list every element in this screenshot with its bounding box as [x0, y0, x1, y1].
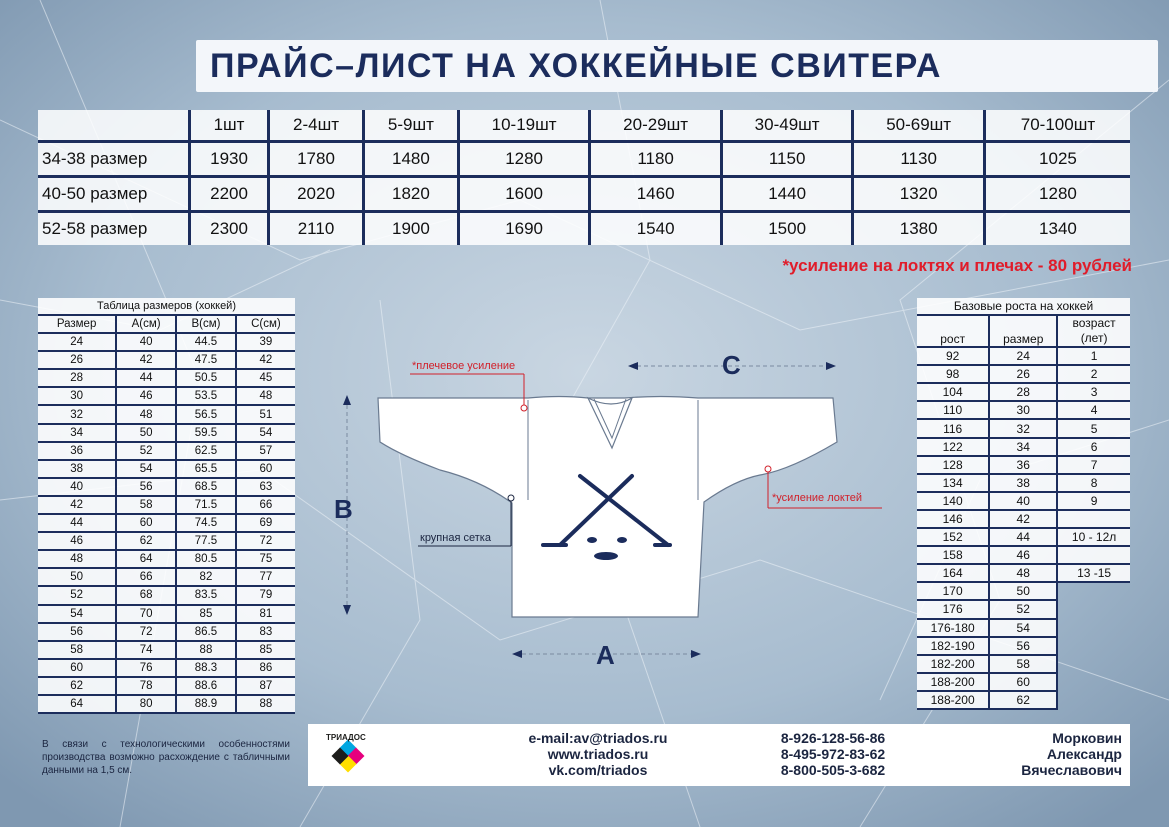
size-cell: 42: [236, 351, 295, 369]
growth-cell: 9: [1057, 492, 1130, 510]
size-cell: 51: [236, 405, 295, 423]
growth-cell: 13 -15: [1057, 564, 1130, 582]
size-cell: 44: [38, 514, 116, 532]
growth-cell: 48: [989, 564, 1057, 582]
growth-cell: 182-200: [917, 655, 989, 673]
size-cell: 80: [116, 695, 176, 713]
price-table: [38, 110, 1130, 245]
growth-cell: 32: [989, 419, 1057, 437]
size-cell: 83: [236, 623, 295, 641]
growth-cell: 30: [989, 401, 1057, 419]
size-cell: 39: [236, 333, 295, 351]
growth-cell: 140: [917, 492, 989, 510]
growth-header-age: [1057, 315, 1130, 347]
price-cell: 1440: [723, 178, 855, 213]
price-header-cell: 50-69шт: [854, 110, 986, 143]
price-header-cell: 20-29шт: [591, 110, 723, 143]
size-cell: 24: [38, 333, 116, 351]
size-cell: 59.5: [176, 424, 236, 442]
price-cell: 2200: [191, 178, 270, 213]
growth-cell: 44: [989, 528, 1057, 546]
size-cell: 60: [38, 659, 116, 677]
size-cell: 26: [38, 351, 116, 369]
size-cell: 56: [38, 623, 116, 641]
size-table-row: [38, 677, 295, 695]
growth-cell: 146: [917, 510, 989, 528]
size-cell: 32: [38, 405, 116, 423]
size-cell: 71.5: [176, 496, 236, 514]
growth-cell: 188-200: [917, 691, 989, 709]
size-cell: 36: [38, 442, 116, 460]
size-cell: 48: [38, 550, 116, 568]
growth-cell: 10 - 12л: [1057, 528, 1130, 546]
growth-table-row: [917, 383, 1130, 401]
growth-cell: 158: [917, 546, 989, 564]
size-table-row: [38, 496, 295, 514]
price-header-cell: 2-4шт: [270, 110, 365, 143]
size-cell: 88.3: [176, 659, 236, 677]
svg-text:ТРИАДОС: ТРИАДОС: [326, 733, 366, 742]
growth-cell: 58: [989, 655, 1057, 673]
price-cell: 2020: [270, 178, 365, 213]
price-cell: 1820: [365, 178, 460, 213]
growth-cell: [1057, 600, 1130, 618]
growth-cell: 8: [1057, 474, 1130, 492]
size-cell: 74: [116, 641, 176, 659]
growth-cell: 40: [989, 492, 1057, 510]
size-cell: 88: [176, 641, 236, 659]
growth-table-row: [917, 673, 1130, 691]
size-cell: 64: [116, 550, 176, 568]
growth-cell: [1057, 637, 1130, 655]
price-cell: 1280: [986, 178, 1130, 213]
growth-cell: 176-180: [917, 619, 989, 637]
size-cell: 58: [38, 641, 116, 659]
size-cell: 88.9: [176, 695, 236, 713]
growth-cell: 110: [917, 401, 989, 419]
growth-cell: 24: [989, 347, 1057, 365]
size-cell: 63: [236, 478, 295, 496]
growth-cell: 98: [917, 365, 989, 383]
size-table-row: [38, 333, 295, 351]
person-patronymic: Вячеславович: [1021, 762, 1122, 778]
price-cell: 1500: [723, 213, 855, 245]
growth-age-line1: возраст: [1072, 316, 1116, 331]
size-cell: 88: [236, 695, 295, 713]
growth-cell: 54: [989, 619, 1057, 637]
size-cell: 56: [116, 478, 176, 496]
email-link[interactable]: e-mail:av@triados.ru: [528, 730, 668, 746]
growth-cell: [1057, 546, 1130, 564]
phone-number[interactable]: 8-926-128-56-86: [780, 730, 886, 746]
size-cell: 69: [236, 514, 295, 532]
growth-cell: 5: [1057, 419, 1130, 437]
size-table-row: [38, 568, 295, 586]
price-row: [38, 143, 1130, 178]
price-row: [38, 178, 1130, 213]
growth-cell: 1: [1057, 347, 1130, 365]
price-cell: 1600: [460, 178, 592, 213]
dimension-c: C: [722, 350, 741, 380]
size-cell: 34: [38, 424, 116, 442]
size-cell: 40: [38, 478, 116, 496]
size-cell: 54: [116, 460, 176, 478]
growth-cell: 3: [1057, 383, 1130, 401]
price-cell: 2300: [191, 213, 270, 245]
growth-cell: 56: [989, 637, 1057, 655]
growth-table-row: [917, 564, 1130, 582]
price-header-cell: 30-49шт: [723, 110, 855, 143]
size-cell: 60: [116, 514, 176, 532]
growth-header-cell: рост: [917, 315, 989, 347]
phones-block: [748, 730, 918, 778]
growth-table-row: [917, 637, 1130, 655]
size-header-cell: Размер: [38, 315, 116, 333]
growth-table-row: [917, 347, 1130, 365]
price-cell: 1150: [723, 143, 855, 178]
size-cell: 75: [236, 550, 295, 568]
growth-cell: 60: [989, 673, 1057, 691]
price-cell: 1480: [365, 143, 460, 178]
price-cell: 1460: [591, 178, 723, 213]
size-header-cell: A(см): [116, 315, 176, 333]
size-cell: 64: [38, 695, 116, 713]
growth-table-caption: Базовые роста на хоккей: [917, 298, 1130, 315]
size-cell: 53.5: [176, 387, 236, 405]
size-table-caption: Таблица размеров (хоккей): [38, 298, 295, 315]
growth-cell: 28: [989, 383, 1057, 401]
growth-cell: 6: [1057, 438, 1130, 456]
mesh-label: крупная сетка: [420, 532, 491, 544]
reinforcement-note: *усиление на локтях и плечах - 80 рублей: [782, 256, 1132, 275]
size-cell: 45: [236, 369, 295, 387]
size-cell: 46: [116, 387, 176, 405]
growth-cell: 134: [917, 474, 989, 492]
size-table-row: [38, 478, 295, 496]
website-link[interactable]: www.triados.ru: [547, 746, 649, 762]
size-cell: 77: [236, 568, 295, 586]
size-cell: 52: [38, 586, 116, 604]
size-table: [38, 298, 295, 714]
size-cell: 72: [116, 623, 176, 641]
size-cell: 86: [236, 659, 295, 677]
size-table-header-row: [38, 315, 295, 333]
price-header-cell: 10-19шт: [460, 110, 592, 143]
size-cell: 46: [38, 532, 116, 550]
growth-cell: 182-190: [917, 637, 989, 655]
growth-table-row: [917, 474, 1130, 492]
size-cell: 58: [116, 496, 176, 514]
size-cell: 47.5: [176, 351, 236, 369]
growth-age-line2: (лет): [1080, 331, 1108, 346]
size-cell: 66: [236, 496, 295, 514]
growth-cell: 34: [989, 438, 1057, 456]
dimension-a: A: [596, 640, 615, 670]
size-table-row: [38, 586, 295, 604]
shoulder-reinforcement-label: *плечевое усиление: [412, 360, 516, 372]
growth-cell: 42: [989, 510, 1057, 528]
growth-table-row: [917, 546, 1130, 564]
size-cell: 54: [236, 424, 295, 442]
growth-table-row: [917, 456, 1130, 474]
size-table-row: [38, 550, 295, 568]
growth-cell: [1057, 510, 1130, 528]
growth-cell: 2: [1057, 365, 1130, 383]
growth-cell: 176: [917, 600, 989, 618]
growth-cell: 122: [917, 438, 989, 456]
elbow-reinforcement-label: *усиление локтей: [772, 492, 863, 504]
size-cell: 48: [236, 387, 295, 405]
growth-cell: 128: [917, 456, 989, 474]
growth-cell: [1057, 619, 1130, 637]
growth-table-row: [917, 401, 1130, 419]
growth-header-cell: размер: [989, 315, 1057, 347]
size-table-row: [38, 532, 295, 550]
size-cell: 77.5: [176, 532, 236, 550]
size-cell: 79: [236, 586, 295, 604]
price-cell: 1340: [986, 213, 1130, 245]
phone-number[interactable]: 8-800-505-3-682: [780, 762, 886, 778]
size-header-cell: B(см): [176, 315, 236, 333]
growth-table-row: [917, 655, 1130, 673]
growth-table-row: [917, 510, 1130, 528]
person-surname: Морковин: [1052, 730, 1122, 746]
size-cell: 82: [176, 568, 236, 586]
size-table-row: [38, 514, 295, 532]
jersey-illustration: [300, 340, 920, 680]
growth-table-row: [917, 438, 1130, 456]
size-cell: 50: [116, 424, 176, 442]
size-table-row: [38, 387, 295, 405]
growth-cell: 170: [917, 582, 989, 600]
size-cell: 28: [38, 369, 116, 387]
growth-cell: 104: [917, 383, 989, 401]
size-cell: 86.5: [176, 623, 236, 641]
growth-header-row: [917, 315, 1130, 347]
size-cell: 70: [116, 605, 176, 623]
price-cell: 1280: [460, 143, 592, 178]
growth-cell: [1057, 655, 1130, 673]
growth-cell: 7: [1057, 456, 1130, 474]
price-cell: 1180: [591, 143, 723, 178]
price-cell: 2110: [270, 213, 365, 245]
price-cell: 1900: [365, 213, 460, 245]
vk-link[interactable]: vk.com/triados: [548, 762, 648, 778]
size-table-row: [38, 405, 295, 423]
size-cell: 76: [116, 659, 176, 677]
size-cell: 44.5: [176, 333, 236, 351]
price-corner-cell: [38, 110, 191, 143]
price-header-cell: 70-100шт: [986, 110, 1130, 143]
size-cell: 62.5: [176, 442, 236, 460]
size-cell: 38: [38, 460, 116, 478]
phone-number[interactable]: 8-495-972-83-62: [780, 746, 886, 762]
size-cell: 68: [116, 586, 176, 604]
price-header-cell: 5-9шт: [365, 110, 460, 143]
size-table-row: [38, 442, 295, 460]
growth-cell: [1057, 582, 1130, 600]
size-cell: 60: [236, 460, 295, 478]
size-table-caption-row: [38, 298, 295, 315]
size-cell: 50.5: [176, 369, 236, 387]
growth-table-row: [917, 492, 1130, 510]
size-cell: 83.5: [176, 586, 236, 604]
growth-table-row: [917, 600, 1130, 618]
size-cell: 44: [116, 369, 176, 387]
size-cell: 54: [38, 605, 116, 623]
price-cell: 1780: [270, 143, 365, 178]
size-cell: 62: [116, 532, 176, 550]
price-cell: 1540: [591, 213, 723, 245]
growth-caption-row: [917, 298, 1130, 315]
size-table-row: [38, 351, 295, 369]
size-cell: 85: [176, 605, 236, 623]
triados-logo: [324, 730, 380, 782]
price-row-label: 52-58 размер: [38, 213, 191, 245]
size-cell: 81: [236, 605, 295, 623]
size-cell: 42: [38, 496, 116, 514]
size-cell: 80.5: [176, 550, 236, 568]
size-table-row: [38, 659, 295, 677]
size-table-row: [38, 424, 295, 442]
size-table-row: [38, 605, 295, 623]
size-cell: 50: [38, 568, 116, 586]
growth-cell: 62: [989, 691, 1057, 709]
size-cell: 87: [236, 677, 295, 695]
size-cell: 62: [38, 677, 116, 695]
size-cell: 65.5: [176, 460, 236, 478]
size-table-row: [38, 460, 295, 478]
growth-cell: 38: [989, 474, 1057, 492]
growth-table-row: [917, 528, 1130, 546]
growth-table: [917, 298, 1130, 710]
growth-table-row: [917, 365, 1130, 383]
price-header-cell: 1шт: [191, 110, 270, 143]
size-cell: 72: [236, 532, 295, 550]
price-cell: 1130: [854, 143, 986, 178]
growth-cell: 152: [917, 528, 989, 546]
size-cell: 57: [236, 442, 295, 460]
title-banner: [196, 40, 1158, 92]
growth-table-row: [917, 619, 1130, 637]
price-row-label: 40-50 размер: [38, 178, 191, 213]
size-cell: 30: [38, 387, 116, 405]
size-table-row: [38, 641, 295, 659]
growth-cell: [1057, 691, 1130, 709]
growth-cell: 4: [1057, 401, 1130, 419]
page-title: ПРАЙС–ЛИСТ НА ХОККЕЙНЫЕ СВИТЕРА: [210, 47, 942, 85]
growth-table-row: [917, 582, 1130, 600]
size-table-row: [38, 369, 295, 387]
person-name: Александр: [1046, 746, 1122, 762]
size-cell: 68.5: [176, 478, 236, 496]
growth-cell: 92: [917, 347, 989, 365]
growth-cell: 188-200: [917, 673, 989, 691]
size-cell: 56.5: [176, 405, 236, 423]
size-cell: 48: [116, 405, 176, 423]
size-table-row: [38, 623, 295, 641]
size-cell: 74.5: [176, 514, 236, 532]
size-cell: 78: [116, 677, 176, 695]
growth-cell: 116: [917, 419, 989, 437]
size-cell: 85: [236, 641, 295, 659]
price-cell: 1380: [854, 213, 986, 245]
growth-table-row: [917, 691, 1130, 709]
size-cell: 40: [116, 333, 176, 351]
price-cell: 1930: [191, 143, 270, 178]
tolerance-footnote: В связи с технологическими особенностями производства возможно расхождение с табличными данными на 1,5 см.: [42, 739, 290, 776]
size-cell: 88.6: [176, 677, 236, 695]
price-header-row: [38, 110, 1130, 143]
contact-person: [988, 730, 1122, 778]
price-cell: 1320: [854, 178, 986, 213]
growth-table-row: [917, 419, 1130, 437]
growth-cell: [1057, 673, 1130, 691]
size-header-cell: C(см): [236, 315, 295, 333]
price-row: [38, 213, 1130, 245]
dimension-b: B: [334, 494, 353, 524]
growth-cell: 36: [989, 456, 1057, 474]
contact-footer: [308, 724, 1130, 786]
growth-cell: 46: [989, 546, 1057, 564]
size-cell: 42: [116, 351, 176, 369]
size-table-row: [38, 695, 295, 713]
growth-cell: 50: [989, 582, 1057, 600]
price-cell: 1025: [986, 143, 1130, 178]
contacts-block: [498, 730, 698, 778]
size-cell: 66: [116, 568, 176, 586]
size-cell: 52: [116, 442, 176, 460]
price-cell: 1690: [460, 213, 592, 245]
growth-cell: 26: [989, 365, 1057, 383]
growth-cell: 164: [917, 564, 989, 582]
growth-cell: 52: [989, 600, 1057, 618]
price-row-label: 34-38 размер: [38, 143, 191, 178]
